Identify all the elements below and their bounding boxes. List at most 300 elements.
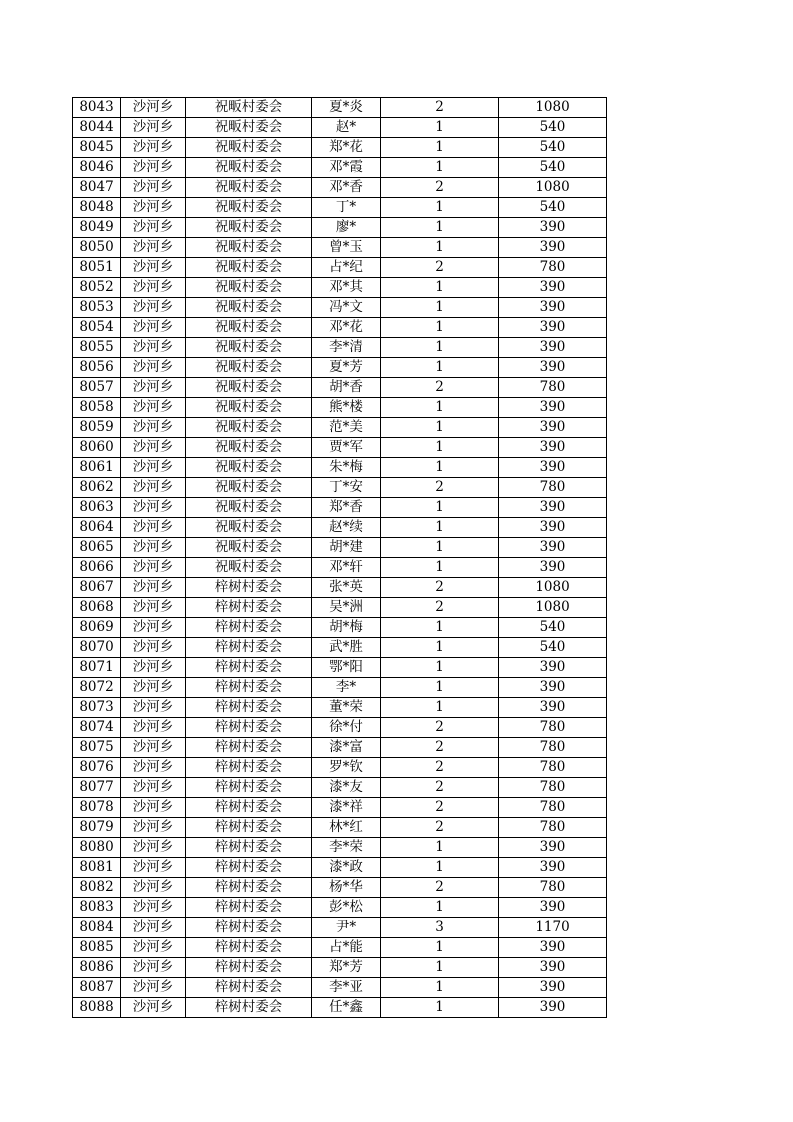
table-row — [73, 278, 607, 298]
village-cell: 梓树村委会 — [186, 758, 312, 778]
amount-cell: 1080 — [499, 178, 607, 198]
name-cell: 夏*芳 — [312, 358, 381, 378]
count-cell: 1 — [381, 698, 499, 718]
amount-cell: 1080 — [499, 578, 607, 598]
id-cell: 8061 — [73, 458, 121, 478]
village-cell: 祝畈村委会 — [186, 118, 312, 138]
id-cell: 8076 — [73, 758, 121, 778]
name-cell: 邓*霞 — [312, 158, 381, 178]
count-cell: 1 — [381, 238, 499, 258]
amount-cell: 390 — [499, 318, 607, 338]
amount-cell: 390 — [499, 238, 607, 258]
village-cell: 祝畈村委会 — [186, 238, 312, 258]
amount-cell: 780 — [499, 818, 607, 838]
id-cell: 8052 — [73, 278, 121, 298]
table-row — [73, 238, 607, 258]
township-cell: 沙河乡 — [121, 758, 186, 778]
amount-cell: 1080 — [499, 598, 607, 618]
count-cell: 1 — [381, 838, 499, 858]
table-row — [73, 398, 607, 418]
township-cell: 沙河乡 — [121, 938, 186, 958]
village-cell: 梓树村委会 — [186, 738, 312, 758]
table-row — [73, 698, 607, 718]
amount-cell: 780 — [499, 798, 607, 818]
amount-cell: 780 — [499, 258, 607, 278]
township-cell: 沙河乡 — [121, 878, 186, 898]
count-cell: 2 — [381, 258, 499, 278]
id-cell: 8064 — [73, 518, 121, 538]
table-row — [73, 498, 607, 518]
township-cell: 沙河乡 — [121, 978, 186, 998]
id-cell: 8072 — [73, 678, 121, 698]
name-cell: 朱*梅 — [312, 458, 381, 478]
table-row — [73, 818, 607, 838]
id-cell: 8079 — [73, 818, 121, 838]
id-cell: 8074 — [73, 718, 121, 738]
id-cell: 8044 — [73, 118, 121, 138]
name-cell: 邓*花 — [312, 318, 381, 338]
amount-cell: 390 — [499, 678, 607, 698]
village-cell: 祝畈村委会 — [186, 198, 312, 218]
name-cell: 邓*其 — [312, 278, 381, 298]
count-cell: 1 — [381, 438, 499, 458]
township-cell: 沙河乡 — [121, 678, 186, 698]
id-cell: 8081 — [73, 858, 121, 878]
count-cell: 1 — [381, 958, 499, 978]
township-cell: 沙河乡 — [121, 898, 186, 918]
count-cell: 1 — [381, 458, 499, 478]
township-cell: 沙河乡 — [121, 578, 186, 598]
count-cell: 1 — [381, 978, 499, 998]
name-cell: 林*红 — [312, 818, 381, 838]
village-cell: 祝畈村委会 — [186, 338, 312, 358]
id-cell: 8055 — [73, 338, 121, 358]
count-cell: 1 — [381, 658, 499, 678]
id-cell: 8058 — [73, 398, 121, 418]
count-cell: 1 — [381, 358, 499, 378]
id-cell: 8085 — [73, 938, 121, 958]
name-cell: 李*清 — [312, 338, 381, 358]
amount-cell: 390 — [499, 498, 607, 518]
name-cell: 丁* — [312, 198, 381, 218]
table-row — [73, 998, 607, 1018]
village-cell: 祝畈村委会 — [186, 98, 312, 118]
name-cell: 胡*香 — [312, 378, 381, 398]
id-cell: 8066 — [73, 558, 121, 578]
township-cell: 沙河乡 — [121, 298, 186, 318]
name-cell: 占*纪 — [312, 258, 381, 278]
amount-cell: 390 — [499, 958, 607, 978]
id-cell: 8048 — [73, 198, 121, 218]
amount-cell: 390 — [499, 438, 607, 458]
village-cell: 梓树村委会 — [186, 638, 312, 658]
amount-cell: 540 — [499, 118, 607, 138]
amount-cell: 390 — [499, 398, 607, 418]
count-cell: 1 — [381, 998, 499, 1018]
name-cell: 廖* — [312, 218, 381, 238]
township-cell: 沙河乡 — [121, 498, 186, 518]
count-cell: 3 — [381, 918, 499, 938]
count-cell: 1 — [381, 298, 499, 318]
amount-cell: 390 — [499, 358, 607, 378]
village-cell: 祝畈村委会 — [186, 158, 312, 178]
township-cell: 沙河乡 — [121, 118, 186, 138]
count-cell: 1 — [381, 858, 499, 878]
amount-cell: 780 — [499, 718, 607, 738]
name-cell: 漆*政 — [312, 858, 381, 878]
id-cell: 8062 — [73, 478, 121, 498]
table-row — [73, 778, 607, 798]
amount-cell: 780 — [499, 778, 607, 798]
name-cell: 胡*建 — [312, 538, 381, 558]
township-cell: 沙河乡 — [121, 398, 186, 418]
township-cell: 沙河乡 — [121, 618, 186, 638]
amount-cell: 780 — [499, 758, 607, 778]
count-cell: 2 — [381, 598, 499, 618]
township-cell: 沙河乡 — [121, 358, 186, 378]
table-row — [73, 218, 607, 238]
amount-cell: 390 — [499, 218, 607, 238]
amount-cell: 390 — [499, 278, 607, 298]
id-cell: 8082 — [73, 878, 121, 898]
amount-cell: 390 — [499, 458, 607, 478]
table-row — [73, 918, 607, 938]
village-cell: 梓树村委会 — [186, 698, 312, 718]
village-cell: 梓树村委会 — [186, 978, 312, 998]
id-cell: 8047 — [73, 178, 121, 198]
township-cell: 沙河乡 — [121, 458, 186, 478]
table-row — [73, 538, 607, 558]
id-cell: 8045 — [73, 138, 121, 158]
id-cell: 8046 — [73, 158, 121, 178]
id-cell: 8073 — [73, 698, 121, 718]
count-cell: 2 — [381, 818, 499, 838]
count-cell: 2 — [381, 718, 499, 738]
amount-cell: 1080 — [499, 98, 607, 118]
township-cell: 沙河乡 — [121, 478, 186, 498]
name-cell: 占*能 — [312, 938, 381, 958]
name-cell: 熊*楼 — [312, 398, 381, 418]
name-cell: 徐*付 — [312, 718, 381, 738]
table-row — [73, 958, 607, 978]
table-row — [73, 138, 607, 158]
id-cell: 8080 — [73, 838, 121, 858]
name-cell: 邓*香 — [312, 178, 381, 198]
id-cell: 8069 — [73, 618, 121, 638]
amount-cell: 390 — [499, 938, 607, 958]
table-row — [73, 358, 607, 378]
amount-cell: 390 — [499, 858, 607, 878]
township-cell: 沙河乡 — [121, 238, 186, 258]
village-cell: 祝畈村委会 — [186, 498, 312, 518]
count-cell: 1 — [381, 678, 499, 698]
id-cell: 8086 — [73, 958, 121, 978]
amount-cell: 540 — [499, 618, 607, 638]
table-row — [73, 98, 607, 118]
table-row — [73, 178, 607, 198]
village-cell: 祝畈村委会 — [186, 318, 312, 338]
amount-cell: 780 — [499, 378, 607, 398]
id-cell: 8083 — [73, 898, 121, 918]
id-cell: 8063 — [73, 498, 121, 518]
table-row — [73, 338, 607, 358]
village-cell: 祝畈村委会 — [186, 538, 312, 558]
table-row — [73, 858, 607, 878]
township-cell: 沙河乡 — [121, 838, 186, 858]
township-cell: 沙河乡 — [121, 98, 186, 118]
name-cell: 李*荣 — [312, 838, 381, 858]
count-cell: 1 — [381, 198, 499, 218]
village-cell: 祝畈村委会 — [186, 358, 312, 378]
village-cell: 梓树村委会 — [186, 818, 312, 838]
name-cell: 夏*炎 — [312, 98, 381, 118]
amount-cell: 780 — [499, 878, 607, 898]
count-cell: 1 — [381, 898, 499, 918]
village-cell: 梓树村委会 — [186, 678, 312, 698]
name-cell: 范*美 — [312, 418, 381, 438]
name-cell: 罗*钦 — [312, 758, 381, 778]
township-cell: 沙河乡 — [121, 658, 186, 678]
table-row — [73, 258, 607, 278]
amount-cell: 390 — [499, 518, 607, 538]
subsidy-table — [72, 97, 607, 1018]
township-cell: 沙河乡 — [121, 638, 186, 658]
amount-cell: 540 — [499, 158, 607, 178]
count-cell: 2 — [381, 98, 499, 118]
count-cell: 2 — [381, 378, 499, 398]
name-cell: 董*荣 — [312, 698, 381, 718]
amount-cell: 390 — [499, 978, 607, 998]
table-row — [73, 838, 607, 858]
township-cell: 沙河乡 — [121, 518, 186, 538]
count-cell: 1 — [381, 318, 499, 338]
table-row — [73, 418, 607, 438]
village-cell: 梓树村委会 — [186, 938, 312, 958]
id-cell: 8059 — [73, 418, 121, 438]
name-cell: 任*鑫 — [312, 998, 381, 1018]
village-cell: 祝畈村委会 — [186, 278, 312, 298]
township-cell: 沙河乡 — [121, 418, 186, 438]
count-cell: 1 — [381, 618, 499, 638]
village-cell: 祝畈村委会 — [186, 138, 312, 158]
count-cell: 2 — [381, 478, 499, 498]
name-cell: 丁*安 — [312, 478, 381, 498]
id-cell: 8087 — [73, 978, 121, 998]
count-cell: 1 — [381, 558, 499, 578]
village-cell: 梓树村委会 — [186, 618, 312, 638]
table-row — [73, 978, 607, 998]
village-cell: 梓树村委会 — [186, 598, 312, 618]
village-cell: 祝畈村委会 — [186, 558, 312, 578]
name-cell: 赵* — [312, 118, 381, 138]
amount-cell: 540 — [499, 198, 607, 218]
table-row — [73, 898, 607, 918]
village-cell: 祝畈村委会 — [186, 478, 312, 498]
count-cell: 2 — [381, 578, 499, 598]
id-cell: 8071 — [73, 658, 121, 678]
name-cell: 邓*轩 — [312, 558, 381, 578]
id-cell: 8056 — [73, 358, 121, 378]
count-cell: 2 — [381, 878, 499, 898]
count-cell: 1 — [381, 498, 499, 518]
table-row — [73, 158, 607, 178]
table-row — [73, 738, 607, 758]
village-cell: 祝畈村委会 — [186, 398, 312, 418]
name-cell: 吴*洲 — [312, 598, 381, 618]
count-cell: 2 — [381, 758, 499, 778]
village-cell: 祝畈村委会 — [186, 178, 312, 198]
table-row — [73, 658, 607, 678]
village-cell: 梓树村委会 — [186, 878, 312, 898]
id-cell: 8049 — [73, 218, 121, 238]
count-cell: 1 — [381, 338, 499, 358]
table-row — [73, 798, 607, 818]
name-cell: 赵*续 — [312, 518, 381, 538]
name-cell: 武*胜 — [312, 638, 381, 658]
count-cell: 1 — [381, 538, 499, 558]
amount-cell: 390 — [499, 558, 607, 578]
table-body — [73, 98, 607, 1018]
amount-cell: 390 — [499, 698, 607, 718]
table-row — [73, 378, 607, 398]
table-row — [73, 438, 607, 458]
count-cell: 1 — [381, 938, 499, 958]
id-cell: 8043 — [73, 98, 121, 118]
name-cell: 郑*花 — [312, 138, 381, 158]
name-cell: 漆*富 — [312, 738, 381, 758]
table-row — [73, 638, 607, 658]
table-row — [73, 878, 607, 898]
village-cell: 祝畈村委会 — [186, 418, 312, 438]
township-cell: 沙河乡 — [121, 718, 186, 738]
table-row — [73, 618, 607, 638]
township-cell: 沙河乡 — [121, 798, 186, 818]
table-row — [73, 458, 607, 478]
table-row — [73, 598, 607, 618]
id-cell: 8050 — [73, 238, 121, 258]
township-cell: 沙河乡 — [121, 558, 186, 578]
count-cell: 1 — [381, 638, 499, 658]
amount-cell: 390 — [499, 298, 607, 318]
name-cell: 漆*祥 — [312, 798, 381, 818]
name-cell: 李* — [312, 678, 381, 698]
township-cell: 沙河乡 — [121, 958, 186, 978]
village-cell: 梓树村委会 — [186, 658, 312, 678]
amount-cell: 540 — [499, 638, 607, 658]
amount-cell: 390 — [499, 658, 607, 678]
amount-cell: 390 — [499, 898, 607, 918]
township-cell: 沙河乡 — [121, 858, 186, 878]
village-cell: 祝畈村委会 — [186, 218, 312, 238]
amount-cell: 390 — [499, 838, 607, 858]
count-cell: 1 — [381, 278, 499, 298]
village-cell: 祝畈村委会 — [186, 458, 312, 478]
count-cell: 2 — [381, 178, 499, 198]
count-cell: 2 — [381, 798, 499, 818]
count-cell: 1 — [381, 518, 499, 538]
township-cell: 沙河乡 — [121, 438, 186, 458]
name-cell: 杨*华 — [312, 878, 381, 898]
amount-cell: 390 — [499, 338, 607, 358]
table-row — [73, 678, 607, 698]
count-cell: 1 — [381, 218, 499, 238]
table-row — [73, 938, 607, 958]
township-cell: 沙河乡 — [121, 378, 186, 398]
name-cell: 曾*玉 — [312, 238, 381, 258]
township-cell: 沙河乡 — [121, 778, 186, 798]
count-cell: 1 — [381, 138, 499, 158]
township-cell: 沙河乡 — [121, 138, 186, 158]
amount-cell: 390 — [499, 538, 607, 558]
name-cell: 李*亚 — [312, 978, 381, 998]
village-cell: 梓树村委会 — [186, 858, 312, 878]
township-cell: 沙河乡 — [121, 918, 186, 938]
id-cell: 8067 — [73, 578, 121, 598]
name-cell: 漆*友 — [312, 778, 381, 798]
id-cell: 8054 — [73, 318, 121, 338]
table-row — [73, 578, 607, 598]
village-cell: 梓树村委会 — [186, 718, 312, 738]
table-row — [73, 718, 607, 738]
village-cell: 梓树村委会 — [186, 778, 312, 798]
township-cell: 沙河乡 — [121, 278, 186, 298]
amount-cell: 390 — [499, 418, 607, 438]
village-cell: 祝畈村委会 — [186, 378, 312, 398]
name-cell: 尹* — [312, 918, 381, 938]
township-cell: 沙河乡 — [121, 598, 186, 618]
id-cell: 8053 — [73, 298, 121, 318]
name-cell: 郑*芳 — [312, 958, 381, 978]
village-cell: 祝畈村委会 — [186, 298, 312, 318]
table-row — [73, 198, 607, 218]
id-cell: 8078 — [73, 798, 121, 818]
id-cell: 8077 — [73, 778, 121, 798]
count-cell: 2 — [381, 738, 499, 758]
township-cell: 沙河乡 — [121, 338, 186, 358]
village-cell: 梓树村委会 — [186, 798, 312, 818]
village-cell: 祝畈村委会 — [186, 438, 312, 458]
amount-cell: 390 — [499, 998, 607, 1018]
count-cell: 1 — [381, 118, 499, 138]
township-cell: 沙河乡 — [121, 158, 186, 178]
name-cell: 张*英 — [312, 578, 381, 598]
township-cell: 沙河乡 — [121, 538, 186, 558]
township-cell: 沙河乡 — [121, 198, 186, 218]
table-row — [73, 318, 607, 338]
township-cell: 沙河乡 — [121, 738, 186, 758]
township-cell: 沙河乡 — [121, 218, 186, 238]
name-cell: 鄂*阳 — [312, 658, 381, 678]
table-row — [73, 298, 607, 318]
id-cell: 8070 — [73, 638, 121, 658]
name-cell: 冯*文 — [312, 298, 381, 318]
name-cell: 郑*香 — [312, 498, 381, 518]
id-cell: 8065 — [73, 538, 121, 558]
table-row — [73, 558, 607, 578]
amount-cell: 780 — [499, 478, 607, 498]
id-cell: 8075 — [73, 738, 121, 758]
village-cell: 梓树村委会 — [186, 578, 312, 598]
village-cell: 梓树村委会 — [186, 898, 312, 918]
name-cell: 彭*松 — [312, 898, 381, 918]
count-cell: 2 — [381, 778, 499, 798]
township-cell: 沙河乡 — [121, 818, 186, 838]
village-cell: 梓树村委会 — [186, 918, 312, 938]
table-row — [73, 758, 607, 778]
id-cell: 8057 — [73, 378, 121, 398]
id-cell: 8088 — [73, 998, 121, 1018]
table-row — [73, 118, 607, 138]
